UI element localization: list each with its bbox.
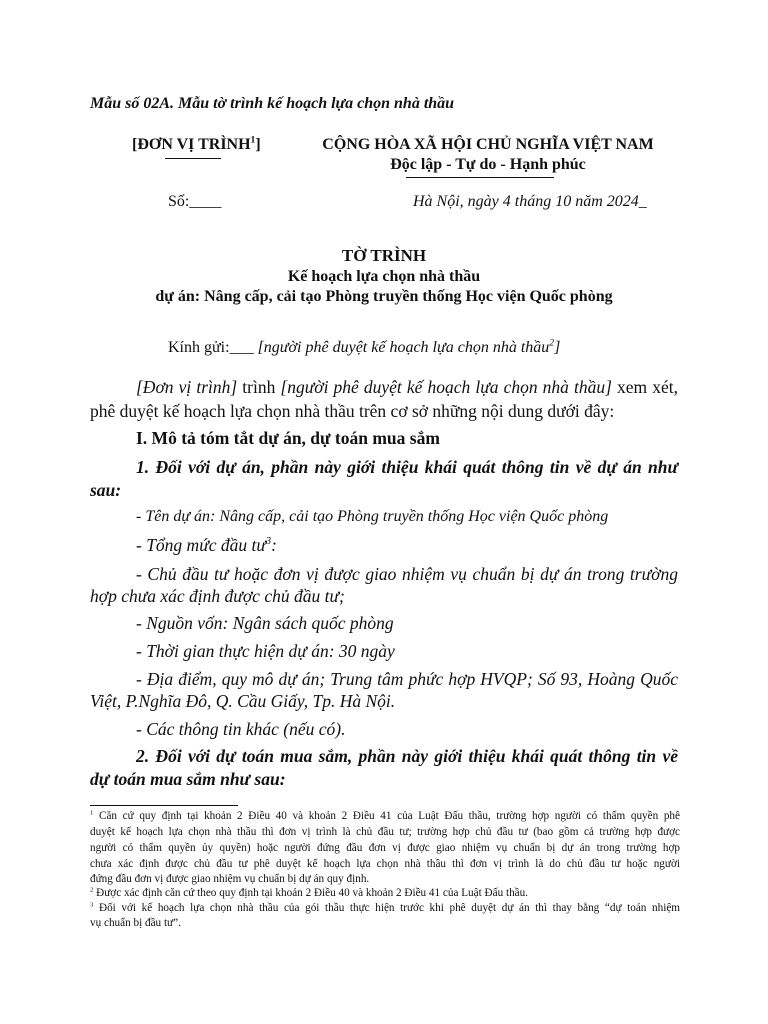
item-total-investment [136, 535, 277, 556]
footnote-ref-1[interactable]: 1 [250, 134, 256, 146]
item-project-name: - Tên dự án: Nâng cấp, cải tạo Phòng truyền thống Học viện Quốc phòng [136, 508, 609, 525]
footnote-1-text-1: Căn cứ quy định tại khoản 2 Điều 40 và khoản 2 Điều 41 của Luật Đấu thầu, trường hợp người có thẩm quyền phê [93, 810, 680, 822]
item-duration: - Thời gian thực hiện dự án: 30 ngày [136, 641, 395, 661]
nation-name: CỘNG HÒA XÃ HỘI CHỦ NGHĨA VIỆT NAM [322, 136, 654, 153]
footnote-3-number: 3 [90, 901, 94, 909]
subsection-2-line-1: 2. Đối với dự toán mua sắm, phần này giới thiệu khái quát thông tin về [136, 746, 678, 766]
project-title: dự án: Nâng cấp, cải tạo Phòng truyền thống Học viện Quốc phòng [155, 288, 613, 305]
footnote-3-line-1 [90, 901, 680, 917]
document-title: TỜ TRÌNH [341, 246, 427, 265]
intro-unit: [Đơn vị trình] [136, 377, 238, 397]
motto-underline [406, 177, 554, 178]
national-motto: Độc lập - Tự do - Hạnh phúc [390, 156, 586, 173]
intro-approver: [người phê duyệt kế hoạch lựa chọn nhà thầu] [280, 377, 612, 397]
item-other-info: - Các thông tin khác (nếu có). [136, 719, 346, 739]
section-1-heading: I. Mô tả tóm tắt dự án, dự toán mua sắm [136, 428, 440, 448]
intro-line-2: phê duyệt kế hoạch lựa chọn nhà thầu trên cơ sở những nội dung dưới đây: [90, 401, 615, 421]
footnote-1-line-1 [90, 809, 680, 825]
intro-mid: trình [237, 377, 281, 397]
footnote-3-text-1: Đối với kế hoạch lựa chọn nhà thầu của gói thầu thực hiện trước khi phê duyệt dự án thì thay bằng “dự toán nhiệm [93, 902, 680, 914]
footnote-1-number: 1 [90, 809, 94, 817]
footnote-2-text: Được xác định căn cứ theo quy định tại khoản 2 Điều 40 và khoản 2 Điều 41 của Luật Đấu thầu. [93, 887, 529, 899]
footnote-separator [90, 805, 238, 806]
item-total-investment-end: : [271, 535, 277, 555]
footnote-3-line-2: vụ chuẩn bị đầu tư”. [90, 917, 181, 929]
footnote-1-line-2: duyệt kế hoạch lựa chọn nhà thầu thì đơn vị trình là chủ đầu tư; trường hợp chủ đầu tư (bao gồm cả trường hợp được [90, 826, 680, 838]
recipient-prefix: Kính gửi:___ [168, 339, 258, 356]
form-title: Mẫu số 02A. Mẫu tờ trình kế hoạch lựa chọn nhà thầu [90, 95, 455, 112]
item-location-line-2: Việt, P.Nghĩa Đô, Q. Cầu Giấy, Tp. Hà Nội. [90, 691, 396, 711]
place-and-date: Hà Nội, ngày 4 tháng 10 năm 2024_ [413, 193, 647, 210]
item-owner-line-2: hợp chưa xác định được chủ đầu tư; [90, 586, 345, 606]
item-location-line-1: - Địa điểm, quy mô dự án; Trung tâm phức hợp HVQP; Số 93, Hoàng Quốc [136, 669, 678, 689]
subsection-1-line-2: sau: [90, 480, 122, 500]
subsection-1-line-1: 1. Đối với dự án, phần này giới thiệu khái quát thông tin về dự án như [136, 457, 678, 477]
item-capital-source: - Nguồn vốn: Ngân sách quốc phòng [136, 613, 394, 633]
footnote-1-line-4: chưa xác định được chủ đầu tư phê duyệt kế hoạch lựa chọn nhà thầu thì đơn vị trình là do chủ đầu tư hoặc người [90, 858, 680, 870]
recipient-close: ] [554, 339, 561, 356]
unit-underline [165, 158, 221, 159]
subsection-2-line-2: dự toán mua sắm như sau: [90, 769, 286, 789]
footnote-2-number: 2 [90, 886, 94, 894]
submitting-unit-close: ] [255, 136, 261, 153]
item-owner-line-1: - Chủ đầu tư hoặc đơn vị được giao nhiệm vụ chuẩn bị dự án trong trường [136, 564, 678, 584]
item-total-investment-label: - Tổng mức đầu tư [136, 535, 266, 555]
intro-line-1 [136, 377, 678, 398]
footnote-1-line-5: đứng đầu đơn vị được giao nhiệm vụ chuẩn bị dự án quy định. [90, 873, 370, 885]
intro-end: xem xét, [611, 377, 678, 397]
document-number: Số:____ [168, 193, 222, 210]
submitting-unit [132, 136, 261, 154]
document-subtitle: Kế hoạch lựa chọn nhà thầu [287, 268, 481, 285]
footnote-2 [90, 886, 680, 902]
recipient-name: [người phê duyệt kế hoạch lựa chọn nhà thầu [257, 339, 550, 356]
footnote-ref-2[interactable]: 2 [549, 337, 555, 349]
footnote-ref-3[interactable]: 3 [265, 536, 272, 548]
footnote-1-line-3: người có thẩm quyền ủy quyền) hoặc người đứng đầu đơn vị được giao nhiệm vụ chuẩn bị dự án trong trường hợp [90, 842, 680, 854]
submitting-unit-label: [ĐƠN VỊ TRÌNH [132, 136, 251, 153]
recipient-line [168, 339, 560, 357]
